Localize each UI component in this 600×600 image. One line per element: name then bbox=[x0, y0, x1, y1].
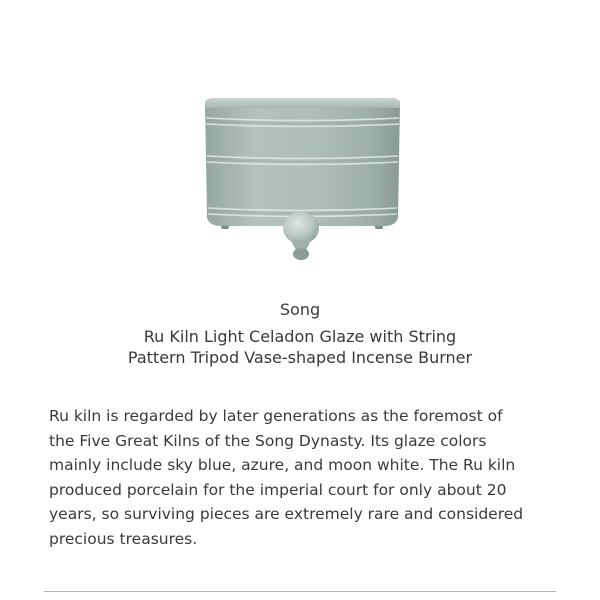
description-line: mainly include sky blue, azure, and moon white. The Ru kiln bbox=[49, 456, 516, 474]
description-line: precious treasures. bbox=[49, 529, 198, 548]
divider bbox=[44, 591, 556, 592]
dynasty-label: Song bbox=[279, 300, 321, 319]
description-line: produced porcelain for the imperial court for only about 20 bbox=[49, 480, 507, 499]
incense-burner-image bbox=[195, 90, 410, 270]
artifact-description bbox=[49, 404, 569, 551]
description-line: the Five Great Kilns of the Song Dynasty. Its glaze colors bbox=[49, 431, 487, 450]
artifact-title-line: Pattern Tripod Vase-shaped Incense Burner bbox=[127, 348, 473, 367]
description-line: years, so surviving pieces are extremely rare and considered bbox=[49, 505, 524, 523]
artifact-title-line: Ru Kiln Light Celadon Glaze with String bbox=[143, 327, 457, 346]
description-line: Ru kiln is regarded by later generations as the foremost of bbox=[49, 407, 503, 425]
artifact-title bbox=[0, 326, 600, 368]
